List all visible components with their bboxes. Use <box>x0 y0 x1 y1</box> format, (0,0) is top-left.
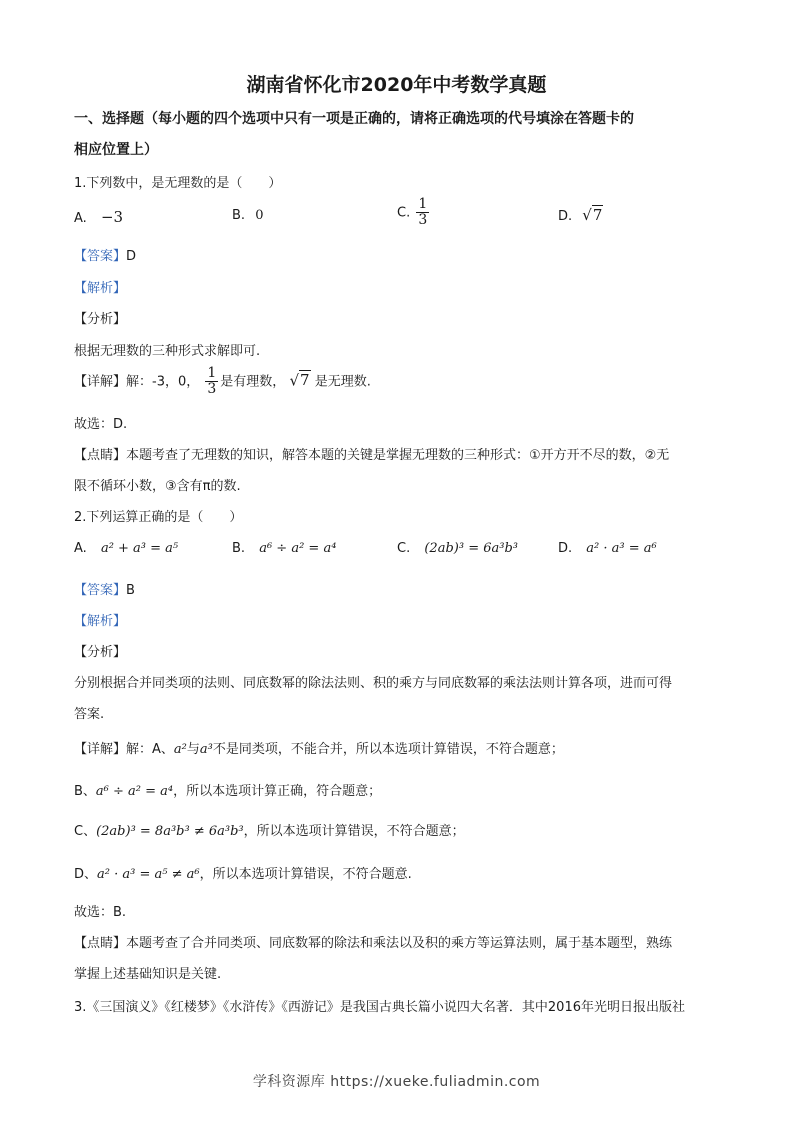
answer-value: B <box>126 583 135 598</box>
detail-text: C、 <box>74 824 97 839</box>
q2-option-d <box>558 541 657 556</box>
option-label: D. <box>558 541 573 556</box>
sqrt-expression <box>582 206 603 224</box>
q2-choose: 故选：B. <box>74 905 127 920</box>
q2-analysis-tag: 【解析】 <box>74 614 127 629</box>
detail-text: 【详解】解：A、 <box>74 742 174 757</box>
q1-option-b <box>232 208 263 223</box>
footer-watermark: 学科资源库 https://xueke.fuliadmin.com <box>252 1074 541 1090</box>
q2-comment-line1: 【点睛】本题考查了合并同类项、同底数幂的除法和乘法以及积的乘方等运算法则，属于基本题型，熟练 <box>74 936 673 951</box>
math-expr: a³ <box>199 742 213 757</box>
page-title: 湖南省怀化市2020年中考数学真题 <box>246 74 547 96</box>
q1-stem: 1.下列数中，是无理数的是（ ） <box>74 176 282 191</box>
q2-stem: 2.下列运算正确的是（ ） <box>74 510 243 525</box>
q2-option-b <box>232 541 336 556</box>
q2-detail-a <box>74 738 564 757</box>
q1-detail <box>74 366 371 398</box>
fraction-denominator: 3 <box>207 381 217 398</box>
q3-stem: 3.《三国演义》《红楼梦》《水浒传》《西游记》是我国古典长篇小说四大名著．其中2016年光明日报出版社 <box>74 1000 685 1015</box>
q1-option-a <box>74 208 123 226</box>
option-label: A. <box>74 211 87 226</box>
q2-answer <box>74 579 135 598</box>
fraction-denominator: 3 <box>418 212 428 229</box>
detail-text: ，所以本选项计算错误，不符合题意； <box>243 824 465 839</box>
option-expr: −3 <box>100 208 124 226</box>
sqrt-radicand: 7 <box>592 206 603 224</box>
math-expr: a² <box>173 742 187 757</box>
detail-text: B、 <box>74 784 96 799</box>
option-label: B. <box>232 541 246 556</box>
option-expr: a² · a³ = a⁶ <box>586 541 657 556</box>
option-label: A. <box>74 541 87 556</box>
detail-text: ，所以本选项计算错误，不符合题意. <box>199 867 412 882</box>
sqrt-sign: √ <box>582 206 592 224</box>
q2-fenxi-line2: 答案. <box>74 707 105 722</box>
q2-fenxi-line1: 分别根据合并同类项的法则、同底数幂的除法法则、积的乘方与同底数幂的乘法法则计算各项，进而可得 <box>74 676 673 691</box>
detail-text: 是无理数. <box>314 374 371 390</box>
option-expr: 0 <box>255 208 264 223</box>
q2-detail-c <box>74 820 465 839</box>
q2-comment-line2: 掌握上述基础知识是关键. <box>74 967 222 982</box>
q1-answer <box>74 245 136 264</box>
detail-text: 与 <box>186 742 200 757</box>
answer-value: D <box>126 249 137 264</box>
fraction <box>205 366 218 398</box>
q1-fenxi-text: 根据无理数的三种形式求解即可. <box>74 344 261 359</box>
q2-option-c <box>397 541 518 556</box>
q2-option-a <box>74 541 178 556</box>
q1-option-d <box>558 206 603 224</box>
detail-text: 是有理数， <box>220 374 286 390</box>
sqrt-radicand: 7 <box>300 371 310 390</box>
fraction-numerator: 1 <box>418 196 428 212</box>
detail-text: 不是同类项，不能合并，所以本选项计算错误，不符合题意； <box>212 742 564 757</box>
q2-detail-d <box>74 863 412 882</box>
q1-choose: 故选：D. <box>74 417 128 432</box>
math-expr: (2ab)³ = 8a³b³ ≠ 6a³b³ <box>96 824 244 839</box>
sqrt-expression <box>289 370 310 389</box>
q1-comment-line2: 限不循环小数，③含有π的数. <box>74 479 241 494</box>
option-label: B. <box>232 208 246 223</box>
q2-detail-b <box>74 780 381 799</box>
q1-option-c <box>397 197 431 229</box>
answer-tag: 【答案】 <box>74 583 127 598</box>
math-expr: a⁶ ÷ a² = a⁴ <box>95 784 174 799</box>
fraction <box>416 197 429 229</box>
section-heading-line2: 相应位置上） <box>74 142 158 158</box>
q1-comment-line1: 【点睛】本题考查了无理数的知识，解答本题的关键是掌握无理数的三种形式：①开方开不尽的数，②无 <box>74 448 670 463</box>
option-label: D. <box>558 209 573 224</box>
q1-analysis-tag: 【解析】 <box>74 281 127 296</box>
q1-fenxi-tag: 【分析】 <box>74 312 127 327</box>
math-expr: a² · a³ = a⁵ ≠ a⁶ <box>97 867 200 882</box>
detail-text: D、 <box>74 867 98 882</box>
sqrt-sign: √ <box>289 371 300 390</box>
fraction-numerator: 1 <box>207 365 217 381</box>
option-label: C. <box>397 541 411 556</box>
option-expr: (2ab)³ = 6a³b³ <box>424 541 518 556</box>
section-heading-line1: 一、选择题（每小题的四个选项中只有一项是正确的，请将正确选项的代号填涂在答题卡的 <box>74 111 634 127</box>
option-expr: a⁶ ÷ a² = a⁴ <box>259 541 337 556</box>
q2-fenxi-tag: 【分析】 <box>74 645 127 660</box>
answer-tag: 【答案】 <box>74 249 127 264</box>
detail-text: ，所以本选项计算正确，符合题意； <box>173 784 382 799</box>
option-expr: a² + a³ = a⁵ <box>100 541 179 556</box>
detail-text: 【详解】解：-3，0， <box>74 374 200 390</box>
option-label: C. <box>397 205 411 221</box>
